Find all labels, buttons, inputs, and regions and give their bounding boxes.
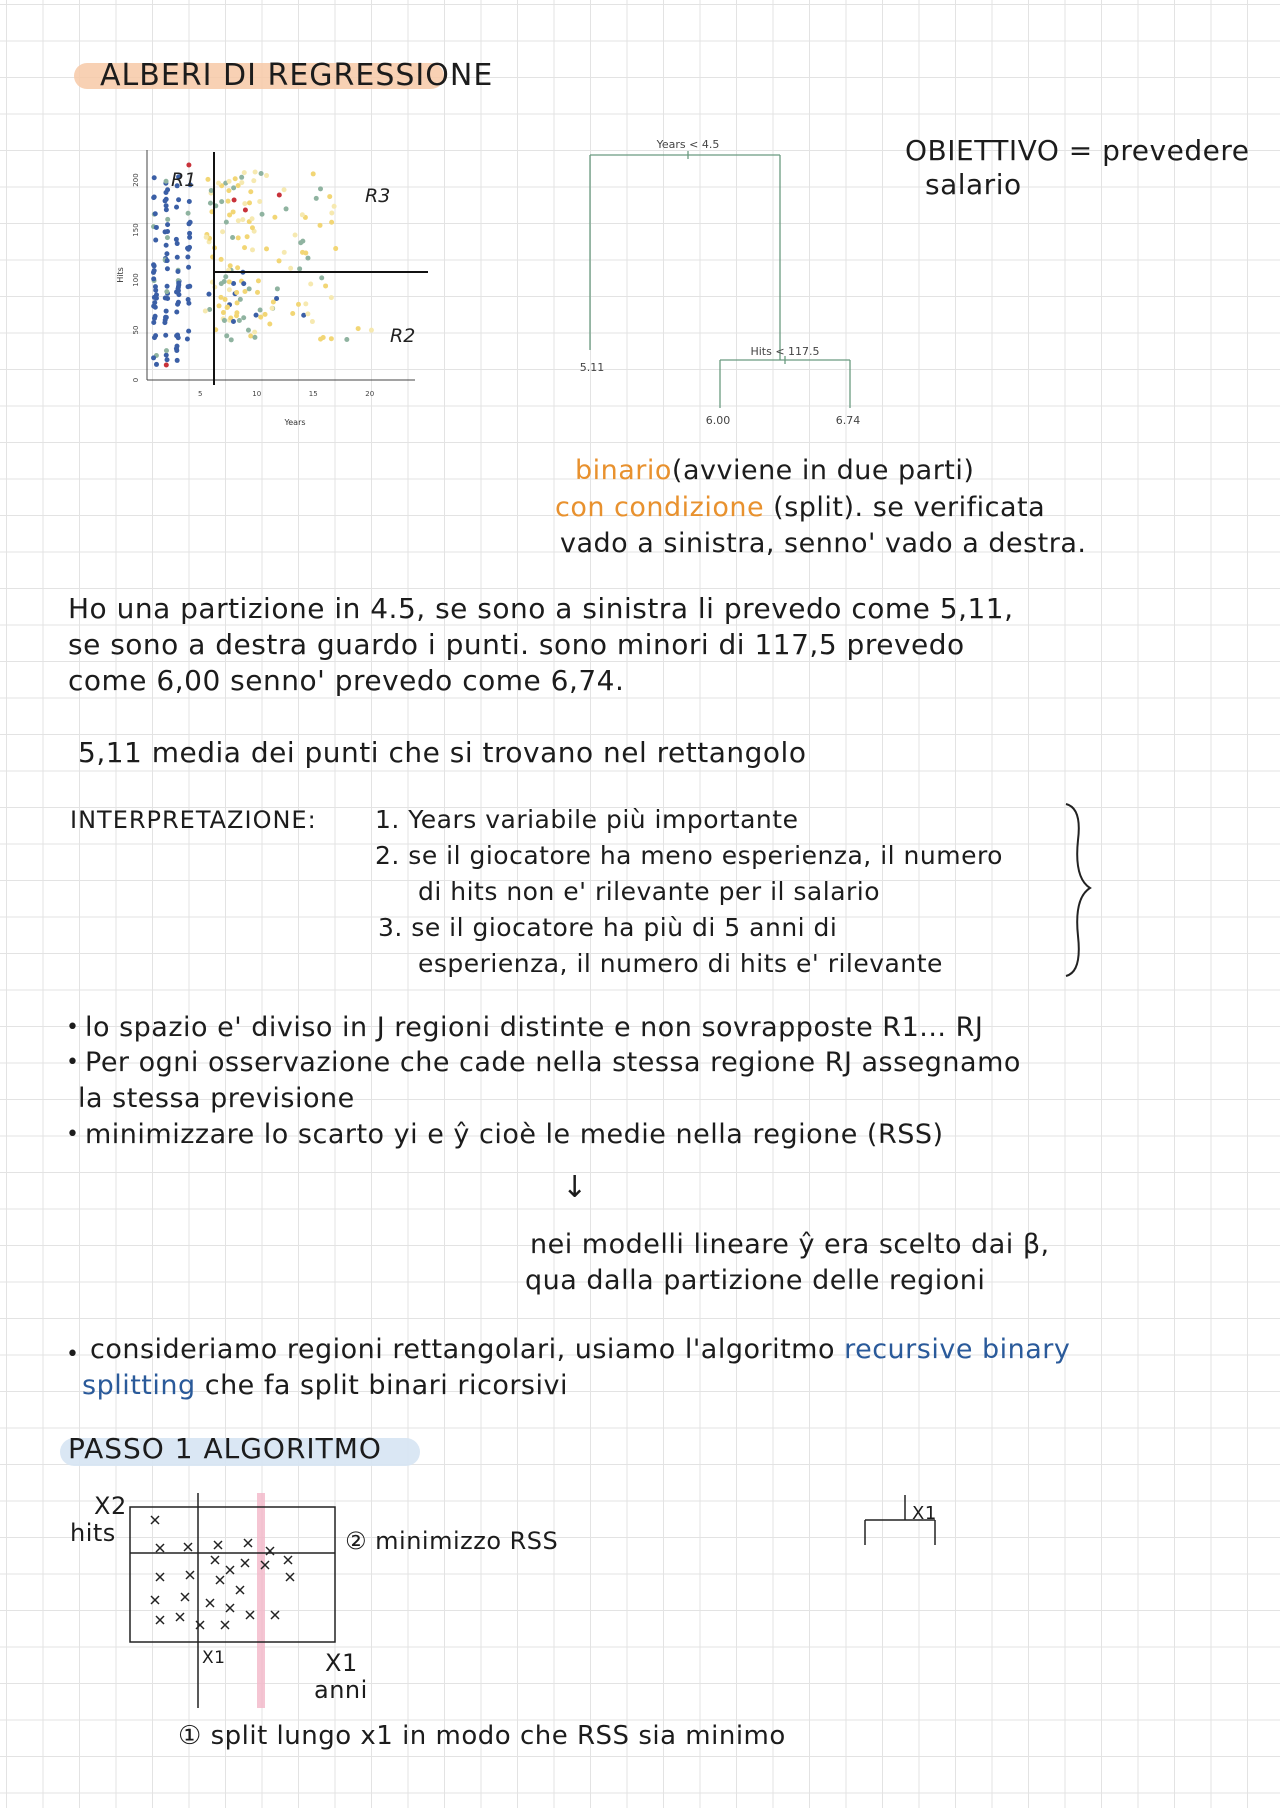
scatter-point [231,281,236,286]
tree-root-label: Years < 4.5 [656,138,720,151]
bullet-dot-1: • [66,1015,79,1040]
scatter-point [165,187,170,192]
interpretation-item-3: 3. se il giocatore ha più di 5 anni di [378,913,838,942]
axis-anni-label: anni [314,1676,368,1704]
scatter-point [164,243,169,248]
region-label-r1: R1 [171,169,197,191]
word-binario: binario [575,455,672,486]
scatter-point [206,292,211,297]
scatter-y-tick: 150 [132,223,140,237]
scatter-point [216,181,221,186]
objective-line-1: OBIETTIVO = prevedere [905,134,1250,167]
scatter-point [311,171,316,176]
scatter-point [257,199,262,204]
scatter-point [175,269,180,274]
bullet-dot-3: • [66,1122,79,1147]
axis-x1-label: X1 [325,1649,358,1677]
scatter-point [241,315,246,320]
down-arrow: ↓ [562,1170,588,1205]
scatter-point [356,326,361,331]
scatter-point [163,295,168,300]
interpretation-item-2-cont: di hits non e' rilevante per il salario [418,877,881,906]
scatter-point [233,176,238,181]
scatter-point [246,328,251,333]
scatter-point [152,268,157,273]
scatter-point [219,199,224,204]
interpretation-item-2: 2. se il giocatore ha meno esperienza, il numero [375,841,1003,870]
scatter-point [152,175,157,180]
scatter-y-tick: 100 [132,273,140,287]
data-cross [246,1611,254,1619]
binary-note-line-2-rest: (split). se verificata [764,492,1046,523]
scatter-point [187,231,192,236]
scatter-point [267,322,272,327]
paragraph-line-1: Ho una partizione in 4.5, se sono a sinistra li prevedo come 5,11, [68,592,1014,625]
data-cross [284,1556,292,1564]
scatter-y-tick: 50 [132,325,140,335]
scatter-point [174,309,179,314]
interpretation-item-3-cont: esperienza, il numero di hits e' rilevante [418,949,943,978]
data-cross [156,1573,164,1581]
scatter-point [248,334,253,339]
data-cross [236,1586,244,1594]
scatter-point [208,201,213,206]
scatter-point [258,307,263,312]
scatter-point [314,196,319,201]
scatter-point [258,315,263,320]
scatter-x-tick: 10 [252,390,262,398]
scatter-point [152,263,157,268]
scatter-point [186,163,191,168]
scatter-point [153,314,158,319]
scatter-point [174,237,179,242]
scatter-point [230,235,235,240]
scatter-plot [115,140,450,440]
scatter-point [176,292,181,297]
scatter-y-tick: 0 [132,377,140,383]
data-cross [156,1616,164,1624]
data-cross [206,1599,214,1607]
scatter-point [288,266,293,271]
scatter-point [303,301,308,306]
scatter-point [227,279,232,284]
scatter-point [154,225,159,230]
scatter-point [219,257,224,262]
scatter-point [164,179,169,184]
data-cross [151,1596,159,1604]
scatter-point [318,223,323,228]
scatter-point [254,313,259,318]
scatter-point [329,220,334,225]
scatter-point [256,278,261,283]
paragraph-line-3: come 6,00 senno' prevedo come 6,74. [68,664,625,697]
tree-leaf-middle: 6.00 [705,414,731,427]
data-cross [271,1611,279,1619]
scatter-point [224,220,229,225]
bullet-dot-2: • [66,1050,79,1075]
binary-note-line-2 [555,490,1045,526]
scatter-point [250,247,255,252]
scatter-point [236,235,241,240]
scatter-point [203,309,208,314]
scatter-x-tick: 20 [365,390,375,398]
scatter-x-tick: 5 [197,390,203,398]
scatter-point [165,284,170,289]
scatter-point [236,218,241,223]
scatter-point [217,303,222,308]
bullet-dot-4: • [66,1342,79,1367]
scatter-point [151,355,156,360]
scatter-point [186,265,191,270]
scatter-point [260,212,265,217]
scatter-point [164,363,169,368]
scatter-point [277,193,282,198]
scatter-point [222,318,227,323]
scatter-point [241,281,246,286]
scatter-point [332,204,337,209]
scatter-point [238,297,243,302]
scatter-point [188,220,193,225]
scatter-point [228,263,233,268]
recursive-binary-text: recursive binary [844,1334,1071,1365]
scatter-point [277,258,282,263]
data-cross [176,1613,184,1621]
scatter-point [165,217,170,222]
scatter-point [226,188,231,193]
scatter-point [163,333,168,338]
scatter-point [163,198,168,203]
scatter-point [219,281,224,286]
binary-note-line-1 [575,453,974,489]
curly-brace [1060,800,1100,980]
scatter-point [231,185,236,190]
scatter-point [207,307,212,312]
scatter-point [151,195,156,200]
data-cross [226,1566,234,1574]
scatter-point [174,205,179,210]
scatter-point [175,241,180,246]
step1-note-split: ① split lungo x1 in modo che RSS sia minimo [178,1721,786,1751]
scatter-point [231,319,236,324]
scatter-point [250,225,255,230]
scatter-point [333,246,338,251]
word-con-condizione: con condizione [555,492,765,523]
bullet-3-text: minimizzare lo scarto yi e ŷ cioè le medie nella regione (RSS) [85,1119,944,1150]
scatter-point [264,246,269,251]
scatter-point [305,311,310,316]
scatter-point [232,198,237,203]
scatter-point [165,235,170,240]
scatter-point [252,335,257,340]
scatter-point [272,215,277,220]
data-cross [216,1576,224,1584]
page-title: ALBERI DI REGRESSIONE [100,58,494,93]
regression-tree [570,135,880,435]
objective-line-2: salario [925,168,1022,201]
scatter-point [152,335,157,340]
scatter-point [151,276,156,281]
scatter-point [305,256,310,261]
scatter-point [221,310,226,315]
scatter-point [235,265,240,270]
scatter-point [185,255,190,260]
step1-note-minimizzo: ② minimizzo RSS [345,1527,559,1555]
mini-tree-x1-label: X1 [912,1503,937,1524]
scatter-point [329,210,334,215]
scatter-x-label: Years [284,418,306,427]
scatter-point [310,319,315,324]
scatter-point [187,199,192,204]
axis-hits-label: hits [70,1519,116,1547]
scatter-point [245,234,250,239]
data-cross [214,1541,222,1549]
step1-heading: PASSO 1 ALGORITMO [68,1432,382,1465]
scatter-point [165,222,170,227]
scatter-point [164,309,169,314]
scatter-point [239,175,244,180]
scatter-point [164,207,169,212]
interpretation-label: INTERPRETAZIONE: [70,806,317,834]
data-cross [184,1543,192,1551]
scatter-point [220,229,225,234]
scatter-point [165,258,170,263]
binary-note-line-3: vado a sinistra, senno' vado a destra. [560,528,1087,559]
bullet-4-line-2-text: che fa split binari ricorsivi [195,1370,568,1401]
scatter-point [164,251,169,256]
scatter-point [234,290,239,295]
mean-note: 5,11 media dei punti che si trovano nel rettangolo [78,736,807,769]
scatter-point [175,358,180,363]
scatter-point [227,212,232,217]
data-cross [241,1559,249,1567]
scatter-point [282,250,287,255]
scatter-point [255,290,260,295]
scatter-point [175,344,180,349]
scatter-point [253,170,258,175]
scatter-point [298,240,303,245]
data-cross [186,1571,194,1579]
scatter-point [176,281,181,286]
tree-leaf-left: 5.11 [579,361,605,374]
data-crosses [151,1516,294,1629]
scatter-point [163,229,168,234]
scatter-point [209,188,214,193]
scatter-point [240,217,245,222]
scatter-point [290,311,295,316]
scatter-point [164,289,169,294]
scatter-point [237,318,242,323]
scatter-point [218,295,223,300]
scatter-x-tick: 15 [308,390,318,398]
scatter-point [205,177,210,182]
scatter-point [175,255,180,260]
scatter-point [153,211,158,216]
region-label-r3: R3 [365,185,391,207]
scatter-point [282,187,287,192]
scatter-point [308,281,313,286]
scatter-point [247,200,252,205]
scatter-point [223,274,228,279]
data-cross [181,1593,189,1601]
data-cross [151,1516,159,1524]
bullet-4-line-1 [90,1332,1070,1368]
scatter-point [175,302,180,307]
scatter-point [165,357,170,362]
scatter-point [264,173,269,178]
scatter-y-label: Hits [116,267,125,283]
scatter-point [164,348,169,353]
scatter-point [153,238,158,243]
interpretation-item-1: 1. Years variabile più importante [375,805,799,834]
data-cross [266,1547,274,1555]
scatter-point [270,306,275,311]
scatter-point [227,287,232,292]
scatter-point [329,295,334,300]
split-x1-label: X1 [202,1648,226,1668]
scatter-point [152,300,157,305]
data-cross [156,1544,164,1552]
scatter-point [186,329,191,334]
scatter-point [263,312,268,317]
scatter-point [165,266,170,271]
scatter-point [226,199,231,204]
scatter-point [297,266,302,271]
scatter-point [227,179,232,184]
scatter-point [185,337,190,342]
scatter-point [250,216,255,221]
scatter-point [344,337,349,342]
bullet-1-text: lo spazio e' diviso in J regioni distinte e non sovrapposte R1... RJ [85,1012,984,1043]
scatter-point [153,288,158,293]
tree-split-label: Hits < 117.5 [750,345,820,358]
scatter-point [259,171,264,176]
linear-model-note-1: nei modelli lineare ŷ era scelto dai β, [530,1229,1050,1260]
scatter-point [284,206,289,211]
data-cross [286,1573,294,1581]
bullet-4-line-1-text: consideriamo regioni rettangolari, usiamo l'algoritmo [90,1334,845,1365]
scatter-point [224,333,229,338]
scatter-point [242,201,247,206]
scatter-point [318,186,323,191]
scatter-point [242,289,247,294]
scatter-point [176,197,181,202]
scatter-point [234,313,239,318]
scatter-point [154,362,159,367]
scatter-point [319,275,324,280]
scatter-y-ticks [132,173,140,382]
scatter-point [176,335,181,340]
scatter-point [225,305,230,310]
scatter-point [247,286,252,291]
scatter-point [300,250,305,255]
scatter-point [300,212,305,217]
scatter-point [243,208,248,213]
linear-model-note-2: qua dalla partizione delle regioni [525,1265,986,1296]
tree-leaf-right: 6.74 [835,414,861,427]
scatter-point [204,235,209,240]
scatter-point [164,353,169,358]
bullet-4-line-2 [82,1368,568,1404]
scatter-point [154,296,159,301]
data-cross [226,1604,234,1612]
scatter-point [275,286,280,291]
scatter-point [242,170,247,175]
paragraph-line-2: se sono a destra guardo i punti. sono minori di 117,5 prevedo [68,628,965,661]
data-cross [196,1621,204,1629]
region-label-r2: R2 [390,325,416,347]
scatter-point [251,178,256,183]
scatter-point [296,302,301,307]
scatter-point [185,246,190,251]
scatter-x-ticks [198,390,374,398]
binary-note-line-1-rest: (avviene in due parti) [671,455,975,486]
data-cross [221,1621,229,1629]
scatter-point [242,245,247,250]
scatter-point [323,283,328,288]
bullet-2-line-2: la stessa previsione [78,1083,355,1114]
scatter-y-tick: 200 [132,173,140,187]
scatter-point [248,189,253,194]
scatter-point [327,194,332,199]
scatter-point [293,233,298,238]
data-cross [211,1556,219,1564]
scatter-point [329,336,334,341]
bullet-2-line-1: Per ogni osservazione che cade nella stessa regione RJ assegnamo [85,1047,1021,1078]
scatter-point [369,328,374,333]
axis-x2-label: X2 [94,1492,127,1520]
scatter-point [187,284,192,289]
data-cross [244,1539,252,1547]
scatter-point [229,337,234,342]
scatter-point [186,297,191,302]
scatter-point [318,337,323,342]
scatter-point [274,296,279,301]
scatter-point [163,315,168,320]
scatter-point [252,330,257,335]
scatter-points [151,163,374,368]
scatter-point [186,211,191,216]
splitting-text: splitting [82,1370,196,1401]
scatter-point [162,320,167,325]
scatter-point [239,180,244,185]
